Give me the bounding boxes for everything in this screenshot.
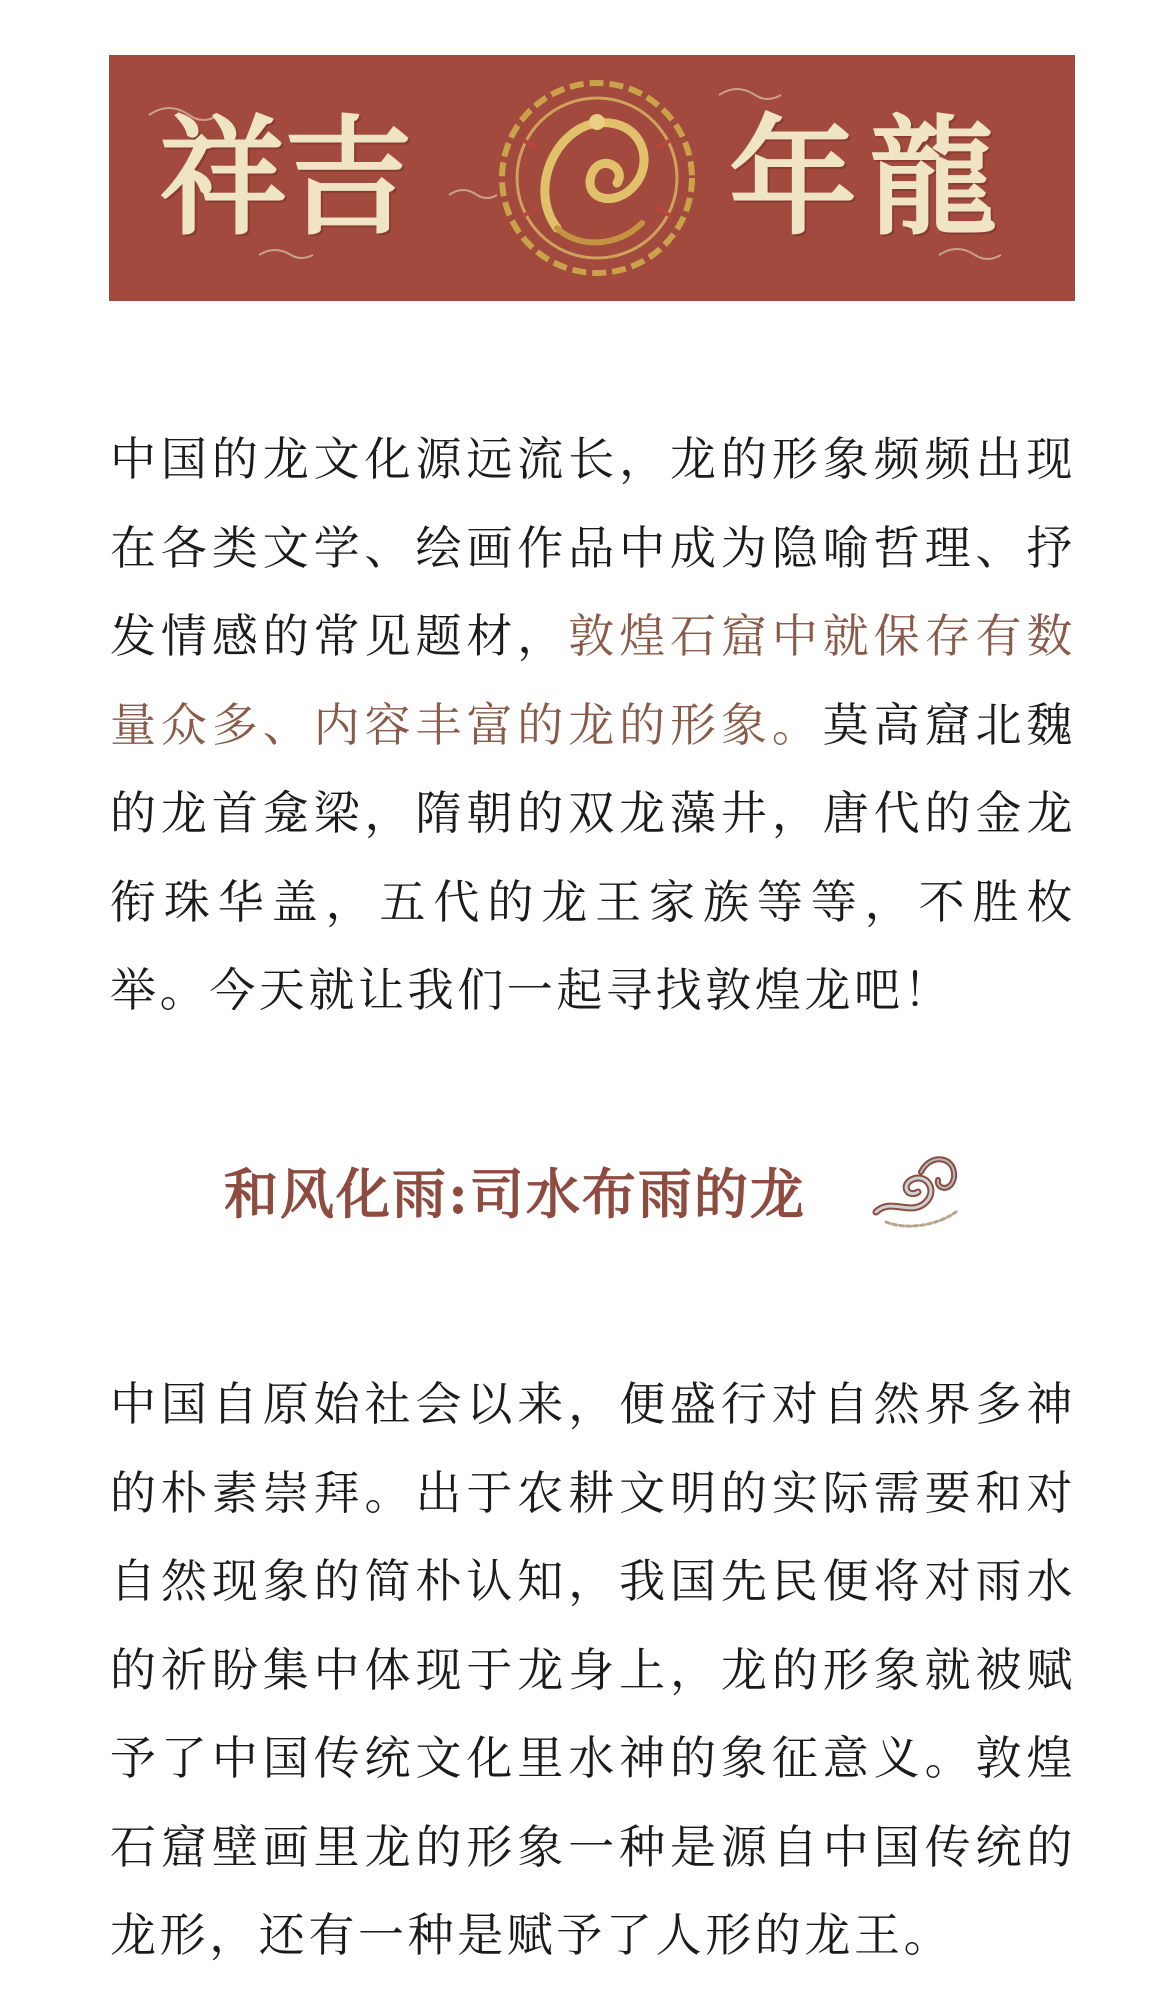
intro-highlight: 敦煌石窟中就保存有数量众多、内容丰富的龙的形象。: [110, 609, 1076, 752]
section-title: 和风化雨:司水布雨的龙: [224, 1162, 806, 1226]
banner-char-4: 龍: [869, 103, 998, 253]
section-heading: [224, 1142, 1024, 1242]
section-body: 中国自原始社会以来，便盛行对自然界多神的朴素崇拜。出于农耕文明的实际需要和对自然现象的简朴认知，我国先民便将对雨水的祈盼集中体现于龙身上，龙的形象就被赋予了中国传统文化里水神的象征意义。敦煌石窟壁画里龙的形象一种是源自中国传统的龙形，还有一种是赋予了人形的龙王。: [110, 1377, 1076, 1962]
cloud-scroll-icon: [866, 1142, 966, 1232]
dragon-roundel-icon: [502, 83, 692, 273]
banner-char-1: 祥: [159, 103, 288, 253]
intro-text-2: 莫高窟北魏的龙首龛梁，隋朝的双龙藻井，唐代的金龙衔珠华盖，五代的龙王家族等等，不胜枚举。今天就让我们一起寻找敦煌龙吧！: [110, 697, 1077, 1017]
intro-paragraph: [110, 415, 1076, 1035]
banner: [109, 55, 1075, 301]
intro-text-1: 中国的龙文化源远流长，龙的形象频频出现在各类文学、绘画作品中成为隐喻哲理、抒发情感的常见题材，: [110, 432, 1076, 663]
banner-char-2: 吉: [284, 103, 413, 253]
banner-char-3: 年: [729, 103, 858, 253]
